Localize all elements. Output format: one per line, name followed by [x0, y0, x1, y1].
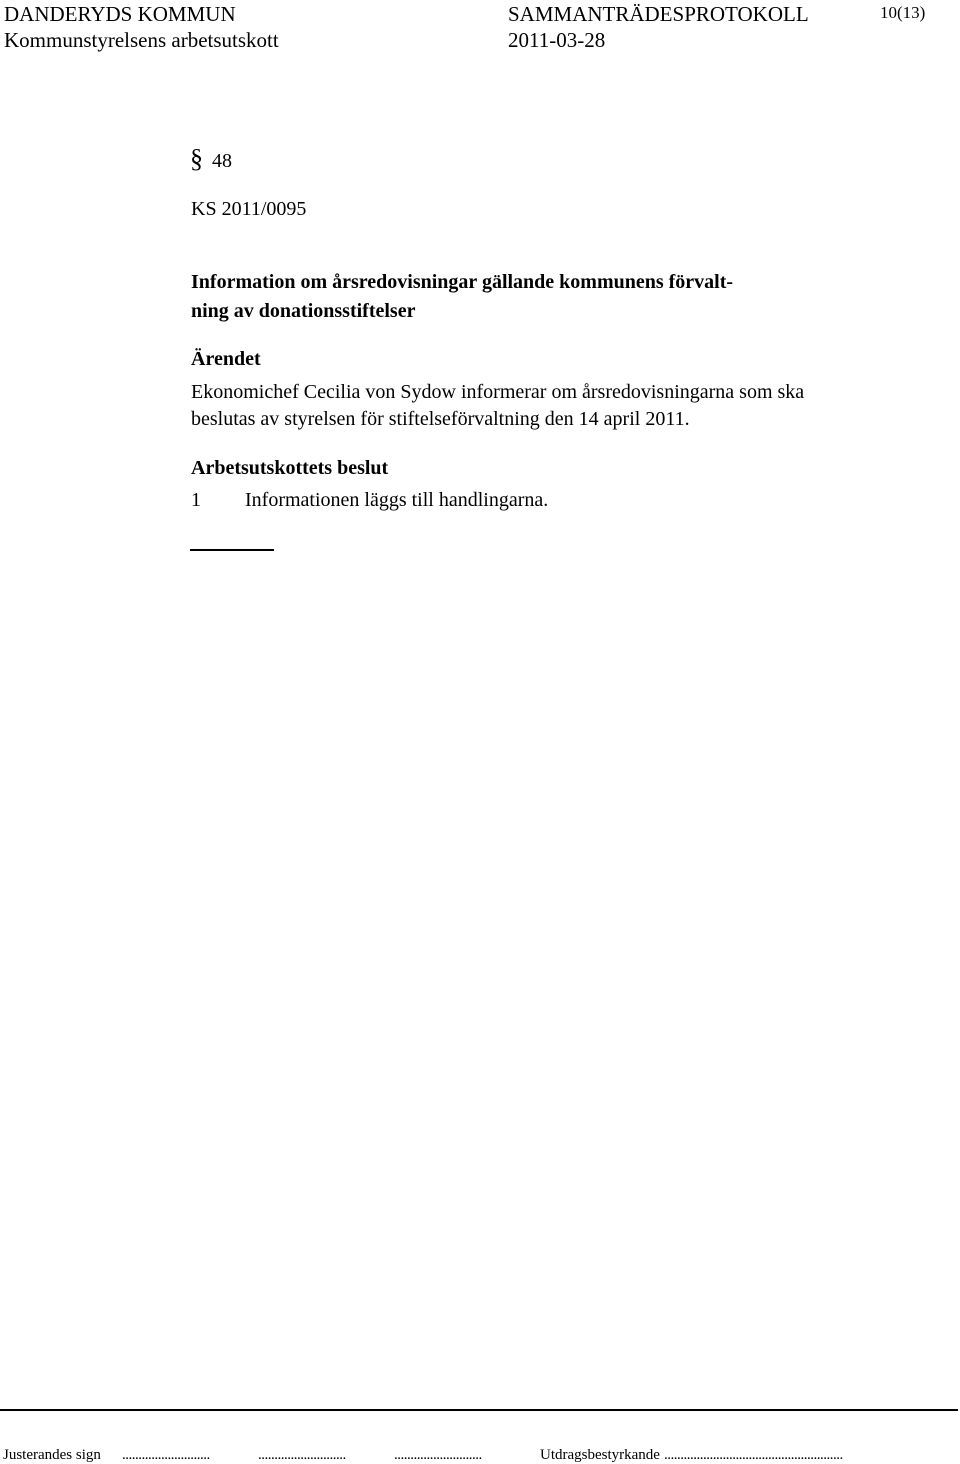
document-type: SAMMANTRÄDESPROTOKOLL — [508, 2, 809, 26]
paragraph-symbol: § — [190, 144, 203, 173]
arendet-heading: Ärendet — [191, 348, 261, 370]
meeting-date: 2011-03-28 — [508, 28, 606, 52]
utdragsbestyrkande-label: Utdragsbestyrkande — [540, 1447, 660, 1463]
arendet-text-line-1: Ekonomichef Cecilia von Sydow informerar om årsredovisningarna som ska — [191, 381, 805, 403]
arendet-text-line-2: beslutas av styrelsen för stiftelseförvaltning den 14 april 2011. — [191, 408, 690, 430]
page-number: 10(13) — [880, 3, 926, 22]
beslut-item-number: 1 — [191, 489, 201, 511]
title-line-2: ning av donationsstiftelser — [191, 300, 416, 322]
case-id: KS 2011/0095 — [191, 198, 307, 220]
committee-name: Kommunstyrelsens arbetsutskott — [4, 28, 279, 52]
section-end-rule — [190, 549, 274, 551]
utdrag-dots: ....................................................... — [664, 1447, 843, 1463]
signature-dots-3: ........................... — [394, 1447, 482, 1463]
justerandes-sign-label: Justerandes sign — [3, 1447, 101, 1463]
signature-dots-2: ........................... — [258, 1447, 346, 1463]
signature-dots-1: ........................... — [122, 1447, 210, 1463]
org-name: DANDERYDS KOMMUN — [4, 2, 236, 26]
footer-rule — [0, 1409, 958, 1411]
section-heading — [190, 145, 232, 175]
title-line-1: Information om årsredovisningar gällande kommunens förvalt- — [191, 271, 734, 293]
beslut-item-text: Informationen läggs till handlingarna. — [245, 489, 549, 511]
beslut-heading: Arbetsutskottets beslut — [191, 457, 389, 479]
section-number: 48 — [212, 150, 232, 172]
